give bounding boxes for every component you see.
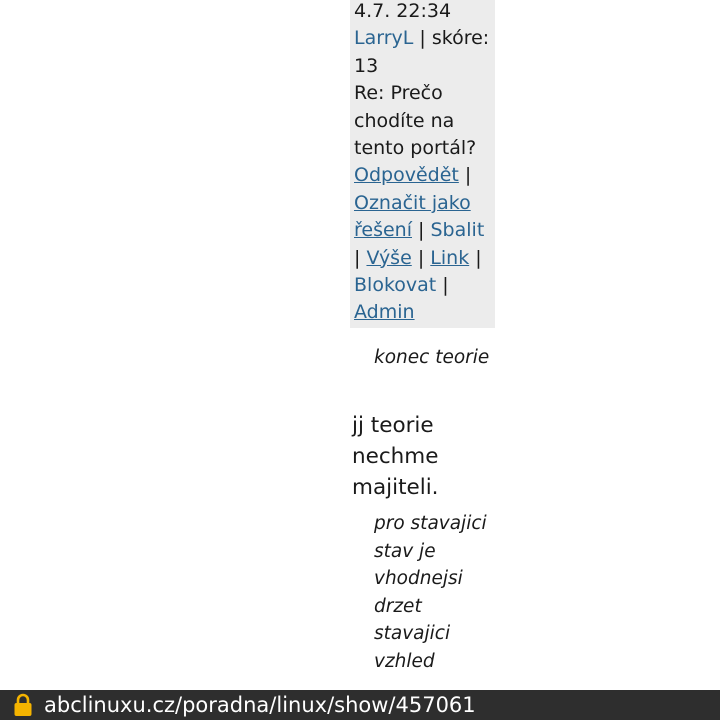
comment-author-link[interactable]: LarryL: [354, 27, 414, 50]
page-url[interactable]: abclinuxu.cz/poradna/linux/show/457061: [44, 693, 476, 717]
block-link[interactable]: Blokovat: [354, 274, 437, 297]
quote-stavajici-stav: pro stavajici stav je vhodnejsi drzet stavajici vzhled: [374, 513, 487, 672]
comment-subject: Re: Prečo chodíte na tento portál?: [354, 82, 477, 160]
separator: |: [475, 246, 482, 269]
score-label: | skóre:: [419, 27, 490, 50]
up-link[interactable]: Výše: [366, 246, 412, 269]
reply-link[interactable]: Odpovědět: [354, 164, 459, 187]
lock-icon: [8, 690, 38, 720]
comment-paragraph: jj teorie nechme majiteli.: [352, 413, 439, 500]
url-status-bar: [0, 690, 720, 720]
separator: |: [442, 274, 449, 297]
comment-header: [350, 0, 495, 328]
separator: |: [464, 164, 472, 187]
comment-timestamp: 4.7. 22:34: [354, 0, 452, 22]
comment-column: [340, 0, 504, 690]
quote-konec-teorie: konec teorie: [374, 347, 490, 368]
separator: |: [354, 246, 361, 269]
separator: |: [418, 219, 425, 242]
collapse-link[interactable]: Sbalit: [430, 219, 485, 242]
permalink-link[interactable]: Link: [430, 246, 470, 269]
admin-link[interactable]: Admin: [354, 301, 415, 324]
comment-score: 13: [354, 54, 379, 77]
mark-solution-link[interactable]: Označit jako řešení: [354, 191, 471, 242]
separator: |: [417, 246, 425, 269]
